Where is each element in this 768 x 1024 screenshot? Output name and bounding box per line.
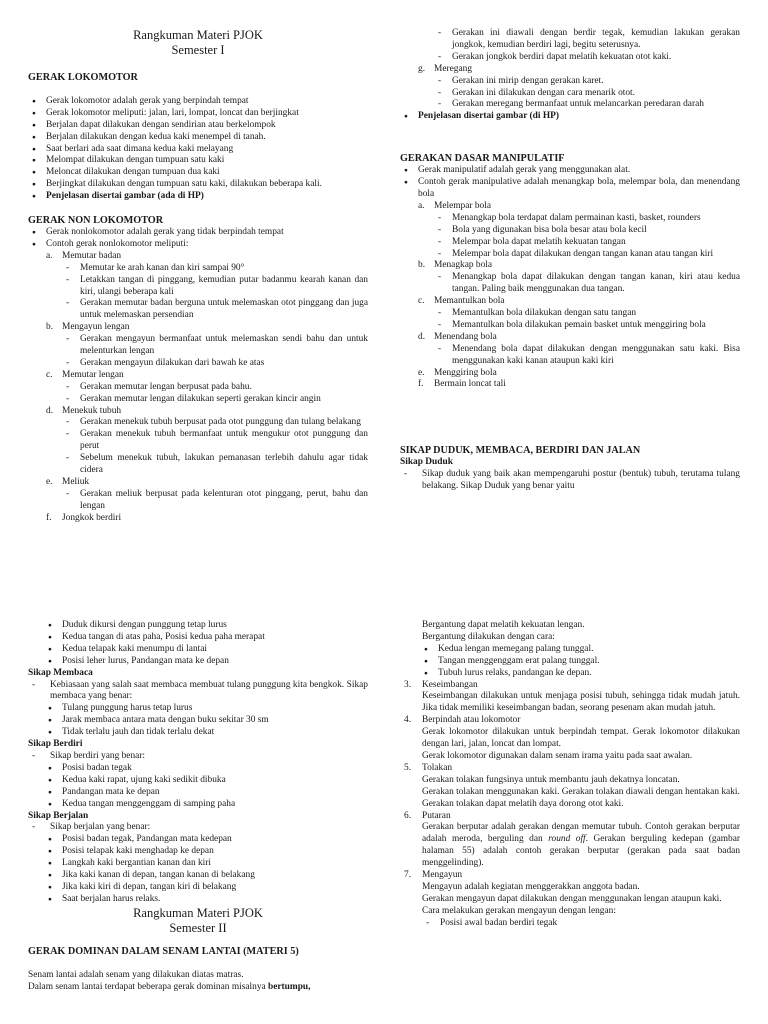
paragraph: Gerakan tolakan fungsinya untuk membantu jauh dekatnya loncatan. (422, 774, 680, 785)
paragraph: Dalam senam lantai terdapat beberapa gerak dominan misalnya bertumpu, (28, 981, 311, 992)
list-item: ● Pandangan mata ke depan (28, 787, 368, 799)
list-item: ● Gerak lokomotor meliputi: jalan, lari, lompat, loncat dan berjingkat (28, 108, 368, 120)
list-item: ● Melompat dilakukan dengan tumpuan satu kaki (28, 155, 368, 167)
doc-title: Rangkuman Materi PJOK (133, 28, 263, 42)
page1-left-column (28, 28, 368, 525)
heading-senam-lantai: GERAK DOMINAN DALAM SENAM LANTAI (MATERI 5) (28, 945, 299, 957)
dash-item: - Menangkap bola dapat dilakukan dengan tangan kanan, kiri atau kedua tangan. Paling baik menggunakan dua tangan. (438, 272, 740, 295)
dash-item: - Memantulkan bola dilakukan dengan satu tangan (438, 308, 637, 319)
subheading-sikap-berdiri: Sikap Berdiri (28, 739, 83, 750)
doc-subtitle: Semester I (171, 43, 225, 57)
dash-item: - Kebiasaan yang salah saat membaca membuat tulang punggung kita bengkok. Sikap membaca yang benar: (32, 679, 368, 702)
list-item: ● Kedua lengan memegang palang tunggal. (404, 644, 740, 656)
paragraph: Bergantung dapat melatih kekuatan lengan. (422, 620, 585, 630)
list-item: ● Gerak manipulatif adalah gerak yang menggunakan alat. (400, 165, 740, 177)
heading-manipulatif: GERAKAN DASAR MANIPULATIF (400, 153, 565, 165)
page2-right-column (404, 620, 740, 930)
subheading-sikap-membaca: Sikap Membaca (28, 667, 93, 678)
list-item: ● Tulang punggung harus tetap lurus (28, 703, 368, 715)
list-item: ● Contoh gerak nonlokomotor meliputi: (28, 239, 368, 251)
list-item: ● Saat berjalan harus relaks. (28, 894, 368, 906)
heading-gerak-lokomotor: GERAK LOKOMOTOR (28, 72, 138, 83)
dash-item: - Gerakan memutar lengan berpusat pada bahu. (66, 381, 252, 392)
list-item: ● Tidak terlalu jauh dan tidak terlalu dekat (28, 727, 368, 739)
list-item: ● Posisi badan tegak (28, 763, 368, 775)
doc-subtitle-2: Semester II (169, 920, 227, 935)
dash-item: - Gerakan memutar lengan dilakukan seperti gerakan kincir angin (66, 393, 321, 404)
page2-left-column (28, 620, 368, 993)
list-item: ● Duduk dikursi dengan punggung tetap lurus (28, 620, 368, 632)
paragraph: Senam lantai adalah senam yang dilakukan diatas matras. (28, 969, 244, 980)
dash-item: - Gerakan mengayun bermanfaat untuk melemaskan sendi bahu dan untuk melenturkan lengan (66, 334, 368, 357)
dash-item: - Menangkap bola terdapat dalam permainan kasti, basket, rounders (438, 212, 701, 223)
letter-item: b. Menagkap bola (418, 260, 493, 271)
dash-item: - Bola yang digunakan bisa bola besar atau bola kecil (438, 224, 647, 235)
dash-item: - Sikap berdiri yang benar: (32, 750, 146, 761)
list-item: ● Jika kaki kanan di depan, tangan kanan di belakang (28, 870, 368, 882)
dash-item: - Gerakan menekuk tubuh bermanfaat untuk mengukur otot punggung dan perut (66, 429, 368, 452)
doc-title-2: Rangkuman Materi PJOK (133, 905, 263, 920)
letter-item: c. Memutar lengan (46, 369, 124, 380)
list-item: ● Posisi telapak kaki menghadap ke depan (28, 846, 368, 858)
list-item: ● Saat berlari ada saat dimana kedua kaki melayang (28, 144, 368, 156)
dash-item: - Gerakan ini diawali dengan berdir tegak, kemudian lakukan gerakan jongkok, kemudian berdiri lagi, begitu seterusnya. (438, 28, 740, 50)
dash-item: - Gerakan mengayun dilakukan dari bawah ke atas (66, 357, 265, 368)
list-item: ● Kedua telapak kaki menumpu di lantai (28, 644, 368, 656)
list-item: ● Contoh gerak manipulative adalah menangkap bola, melempar bola, dan menendang bola (400, 177, 740, 201)
dash-item: - Gerakan menekuk tubuh berpusat pada otot punggung dan tulang belakang (66, 417, 361, 428)
paragraph: Gerak lokomotor digunakan dalam senam irama yaitu pada saat awalan. (422, 750, 693, 761)
letter-item: f. Jongkok berdiri (46, 512, 122, 523)
dash-item: - Gerakan ini mirip dengan gerakan karet. (438, 75, 604, 86)
dash-item: - Gerakan ini dilakukan dengan cara menarik otot. (438, 87, 636, 98)
dash-item: - Sikap duduk yang baik akan mempengaruhi postur (bentuk) tubuh, terutama tulang belakang. Sikap Duduk yang benar yaitu (404, 469, 740, 492)
list-item: ● Berjalan dilakukan dengan kedua kaki menempel di tanah. (28, 132, 368, 144)
list-item: ● Jarak membaca antara mata dengan buku sekitar 30 sm (28, 715, 368, 727)
letter-item: e. Menggiring bola (418, 367, 497, 378)
dash-item: - Gerakan meliuk berpusat pada kelenturan otot pinggang, perut, bahu dan lengan (66, 488, 368, 511)
letter-item: d. Menendang bola (418, 331, 497, 342)
letter-item: a. Melempar bola (418, 200, 492, 211)
letter-item: g. Meregang (418, 63, 473, 74)
paragraph: Gerakan berputar adalah gerakan dengan memutar tubuh. Contoh gerakan berputar adalah meroda, berguling dan round off. Gerakan berguling kedepan (gambar halaman 55) adalah contoh gerakan berputar (gerakan pada saat badan menggelinding). (422, 822, 740, 869)
letter-item: d. Menekuk tubuh (46, 405, 122, 416)
subheading-sikap-berjalan: Sikap Berjalan (28, 810, 89, 821)
list-item: ● Kedua kaki rapat, ujung kaki sedikit dibuka (28, 775, 368, 787)
dash-item: - Gerakan memutar badan berguna untuk melemaskan otot pinggang dan juga untuk melemaskan persendian (66, 298, 368, 321)
letter-item: c. Memantulkan bola (418, 296, 505, 307)
subheading-sikap-duduk: Sikap Duduk (400, 457, 453, 468)
dash-item: - Melempar bola dapat dilakukan dengan tangan kanan atau tangan kiri (438, 248, 714, 259)
dash-item: - Melempar bola dapat melatih kekuatan tangan (438, 236, 626, 247)
numbered-item: 3. Keseimbangan (404, 679, 478, 690)
list-item: ● Posisi leher lurus, Pandangan mata ke depan (28, 656, 368, 668)
list-item: ● Jika kaki kiri di depan, tangan kiri di belakang (28, 882, 368, 894)
dash-item: - Letakkan tangan di pinggang, kemudian putar badanmu kearah kanan dan kiri, ulangi beberapa kali (66, 274, 368, 297)
list-item: ● Berjingkat dilakukan dengan tumpuan satu kaki, dilakukan beberapa kali. (28, 179, 368, 191)
heading-gerak-non-lokomotor: GERAK NON LOKOMOTOR (28, 215, 164, 227)
paragraph: Mengayun adalah kegiatan menggerakkan anggota badan. (422, 881, 640, 892)
list-item: ● Kedua tangan di atas paha, Posisi kedua paha merapat (28, 632, 368, 644)
letter-item: b. Mengayun lengan (46, 322, 130, 333)
dash-item: - Memantulkan bola dilakukan pemain basket untuk menggiring bola (438, 319, 706, 330)
list-item-note: ● Penjelasan disertai gambar (ada di HP) (28, 191, 368, 203)
letter-item: e. Meliuk (46, 477, 90, 487)
paragraph: Gerakan mengayun dapat dilakukan dengan menggunakan lengan ataupun kaki. (422, 893, 722, 904)
list-item: ● Berjalan dapat dilakukan dengan sendirian atau berkelompok (28, 120, 368, 132)
dash-item: - Menendang bola dapat dilakukan dengan menggunakan satu kaki. Bisa menggunakan kaki kanan ataupun kaki kiri (438, 343, 740, 366)
list-item: ● Tangan menggenggam erat palang tunggal. (404, 656, 740, 668)
paragraph: Cara melakukan gerakan mengayun dengan lengan: (422, 905, 616, 916)
paragraph: Gerakan tolakan menggunakan kaki. Gerakan tolakan diawali dengan hentakan kaki. (422, 786, 740, 797)
heading-sikap: SIKAP DUDUK, MEMBACA, BERDIRI DAN JALAN (400, 445, 641, 457)
list-item: ● Posisi badan tegak, Pandangan mata kedepan (28, 834, 368, 846)
dash-item: - Posisi awal badan berdiri tegak (426, 917, 558, 928)
paragraph: Gerak lokomotor dilakukan untuk berpindah tempat. Gerak lokomotor dilakukan dengan lari, jalan, loncat dan lompat. (422, 727, 740, 750)
paragraph: Gerakan tolakan dapat melatih daya dorong otot kaki. (422, 798, 624, 809)
dash-item: - Gerakan jongkok berdiri dapat melatih kekuatan otot kaki. (438, 51, 672, 62)
numbered-item: 4. Berpindah atau lokomotor (404, 715, 521, 726)
list-item: ● Gerak lokomotor adalah gerak yang berpindah tempat (28, 96, 368, 108)
dash-item: - Gerakan meregang bermanfaat untuk melancarkan peredaran darah (438, 99, 704, 110)
numbered-item: 5. Tolakan (404, 762, 453, 773)
list-item: ● Langkah kaki bergantian kanan dan kiri (28, 858, 368, 870)
numbered-item: 6. Putaran (404, 810, 451, 821)
dash-item: - Sikap berjalan yang benar: (32, 822, 151, 833)
list-item: ● Tubuh lurus relaks, pandangan ke depan. (404, 668, 740, 680)
page1-right-column (400, 28, 740, 493)
list-item-note: ● Penjelasan disertai gambar (di HP) (400, 111, 740, 123)
paragraph: Keseimbangan dilakukan untuk menjaga posisi tubuh, sehingga tidak mudah jatuh. Jika tidak memiliki keseimbangan badan, seorang pesenam akan mudah jatuh. (422, 691, 740, 714)
letter-item: f. Bermain loncat tali (418, 379, 506, 390)
list-item: ● Gerak nonlokomotor adalah gerak yang tidak berpindah tempat (28, 227, 368, 239)
letter-item: a. Memutar badan (46, 250, 122, 261)
list-item: ● Meloncat dilakukan dengan tumpuan dua kaki (28, 167, 368, 179)
numbered-item: 7. Mengayun (404, 870, 463, 881)
list-item: ● Kedua tangan menggenggam di samping paha (28, 799, 368, 811)
dash-item: - Memutar ke arah kanan dan kiri sampai 90° (66, 262, 245, 273)
paragraph: Bergantung dilakukan dengan cara: (422, 631, 555, 642)
dash-item: - Sebelum menekuk tubuh, lakukan pemanasan terlebih dahulu agar tidak cidera (66, 453, 368, 476)
